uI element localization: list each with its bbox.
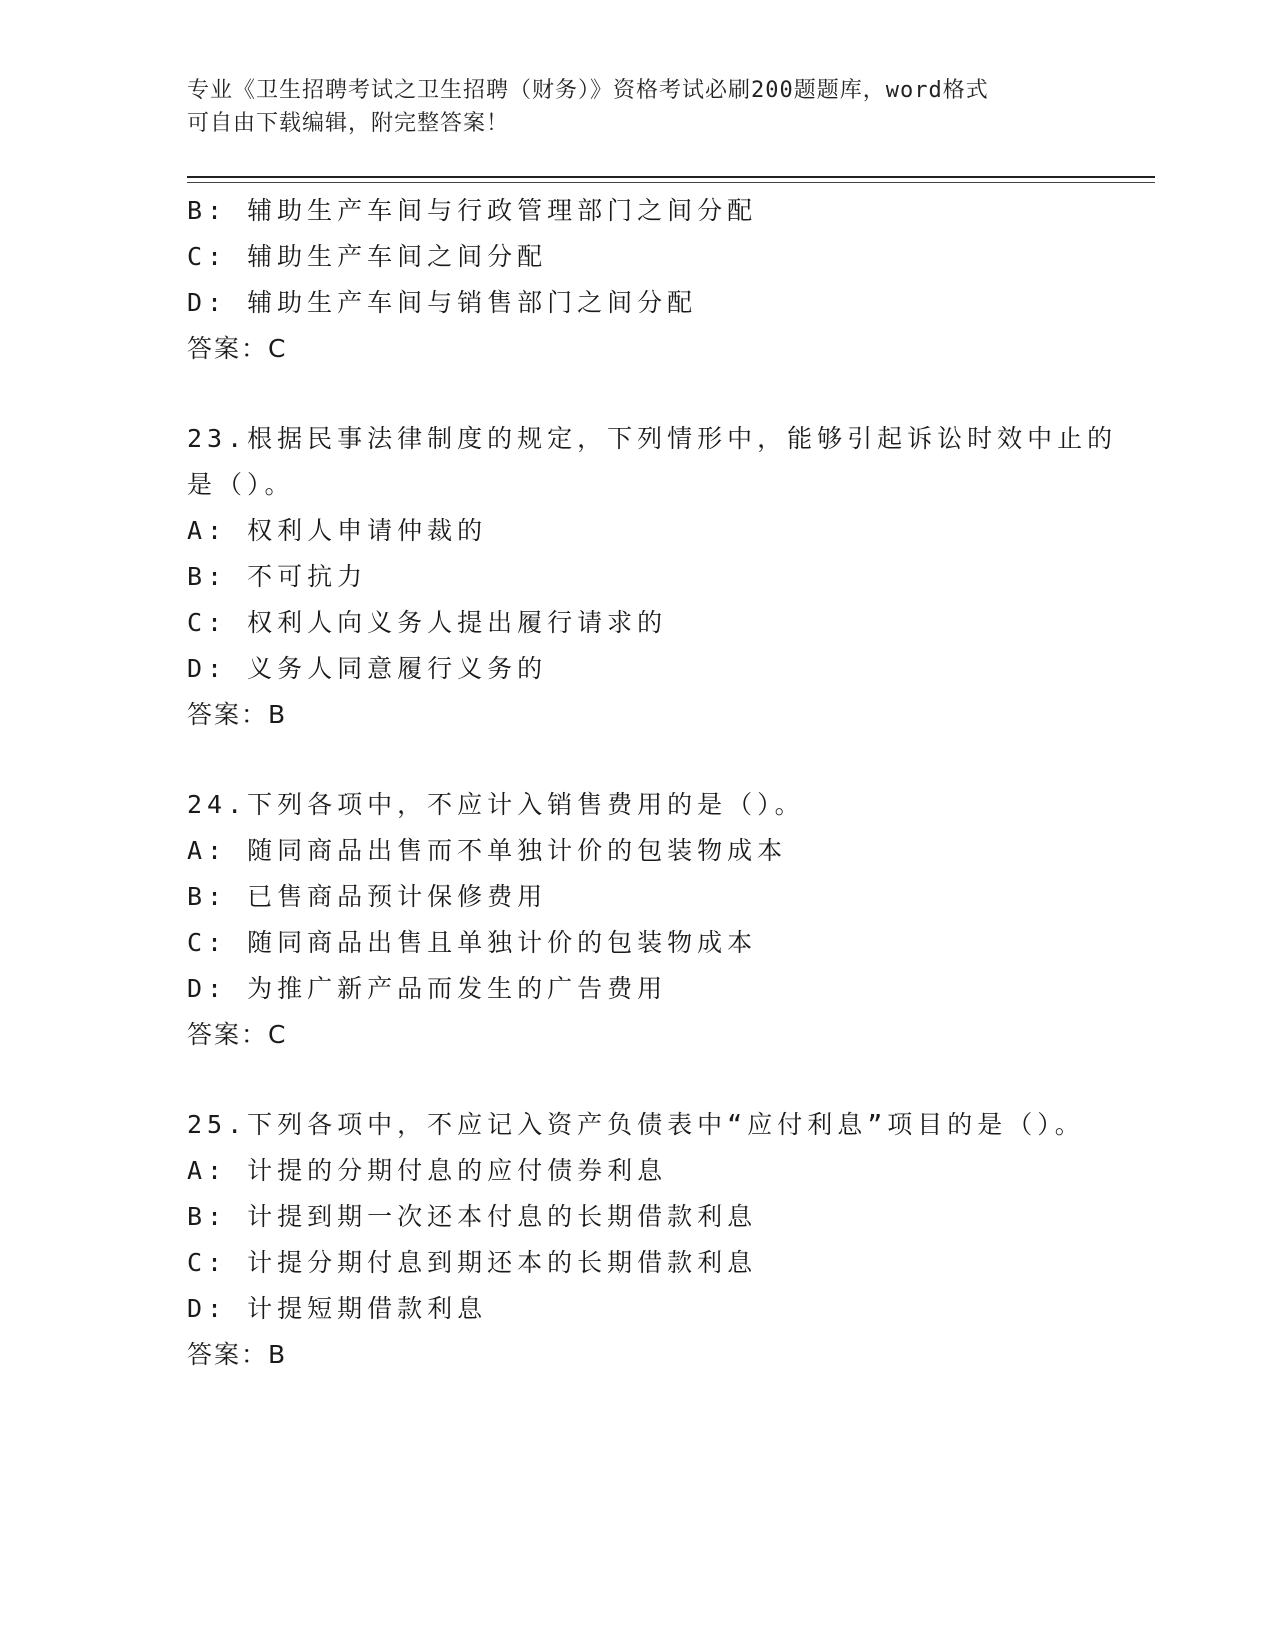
question-24 [187, 782, 1137, 1058]
option-label: D: [187, 288, 228, 317]
question-stem: 23.根据民事法律制度的规定，下列情形中，能够引起诉讼时效中止的 [187, 424, 1118, 453]
option-c [187, 920, 1137, 966]
option-d [187, 1286, 1137, 1332]
option-d [187, 646, 1137, 692]
option-a [187, 1148, 1137, 1194]
answer-line: 答案：B [187, 1340, 288, 1369]
option-text: 计提到期一次还本付息的长期借款利息 [247, 1202, 758, 1231]
option-text: 权利人向义务人提出履行请求的 [247, 608, 668, 637]
option-text: 辅助生产车间与销售部门之间分配 [247, 288, 698, 317]
option-text: 计提分期付息到期还本的长期借款利息 [247, 1248, 758, 1277]
option-b [187, 188, 1137, 234]
spacer [187, 372, 1137, 416]
option-text: 辅助生产车间与行政管理部门之间分配 [247, 196, 758, 225]
option-label: C: [187, 242, 228, 271]
option-b [187, 554, 1137, 600]
option-label: C: [187, 608, 228, 637]
option-text: 计提的分期付息的应付债券利息 [247, 1156, 668, 1185]
option-text: 随同商品出售且单独计价的包装物成本 [247, 928, 758, 957]
option-c [187, 600, 1137, 646]
header-line-1: 专业《卫生招聘考试之卫生招聘（财务）》资格考试必刷200题题库，word格式 [187, 78, 989, 103]
option-text: 随同商品出售而不单独计价的包装物成本 [247, 836, 788, 865]
option-text: 计提短期借款利息 [247, 1294, 488, 1323]
option-label: B: [187, 196, 228, 225]
option-d [187, 966, 1137, 1012]
option-label: D: [187, 654, 228, 683]
option-label: A: [187, 1156, 228, 1185]
question-25 [187, 1102, 1137, 1378]
option-label: A: [187, 836, 228, 865]
question-content [187, 188, 1137, 1378]
header-divider-thin [187, 182, 1155, 183]
option-label: C: [187, 928, 228, 957]
option-label: D: [187, 1294, 228, 1323]
question-stem: 25.下列各项中，不应记入资产负债表中“应付利息”项目的是（）。 [187, 1110, 1085, 1139]
option-b [187, 1194, 1137, 1240]
option-d [187, 280, 1137, 326]
document-header [187, 74, 1087, 140]
question-22-fragment [187, 188, 1137, 372]
option-c [187, 234, 1137, 280]
question-23 [187, 416, 1137, 738]
header-divider-thick [187, 176, 1155, 178]
option-c [187, 1240, 1137, 1286]
answer-line: 答案：C [187, 1020, 288, 1049]
option-a [187, 828, 1137, 874]
option-text: 权利人申请仲裁的 [247, 516, 488, 545]
option-text: 为推广新产品而发生的广告费用 [247, 974, 668, 1003]
option-text: 义务人同意履行义务的 [247, 654, 548, 683]
spacer [187, 1058, 1137, 1102]
option-a [187, 508, 1137, 554]
question-stem: 24.下列各项中，不应计入销售费用的是（）。 [187, 790, 805, 819]
option-label: B: [187, 882, 228, 911]
header-line-2: 可自由下载编辑，附完整答案！ [187, 111, 510, 136]
answer-line: 答案：C [187, 334, 288, 363]
option-text: 已售商品预计保修费用 [247, 882, 548, 911]
option-label: C: [187, 1248, 228, 1277]
option-label: D: [187, 974, 228, 1003]
option-text: 辅助生产车间之间分配 [247, 242, 548, 271]
option-b [187, 874, 1137, 920]
question-stem-continued: 是（）。 [187, 470, 295, 499]
option-label: B: [187, 1202, 228, 1231]
option-text: 不可抗力 [247, 562, 368, 591]
option-label: B: [187, 562, 228, 591]
spacer [187, 738, 1137, 782]
answer-line: 答案：B [187, 700, 288, 729]
option-label: A: [187, 516, 228, 545]
